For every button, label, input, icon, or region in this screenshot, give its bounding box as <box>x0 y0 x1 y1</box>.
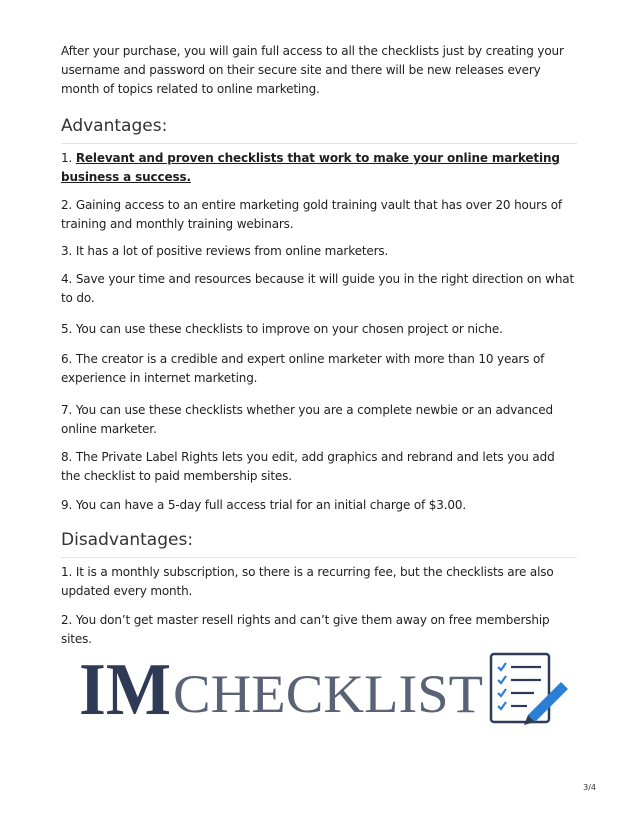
advantage-item-6: 6. The creator is a credible and expert online marketer with more than 10 years of experience in internet marketing. <box>61 352 545 385</box>
advantage-item-8: 8. The Private Label Rights lets you edit, add graphics and rebrand and lets you add the checklist to paid membership sites. <box>61 450 555 483</box>
advantage-item-5: 5. You can use these checklists to improve on your chosen project or niche. <box>61 322 503 336</box>
disadvantages-heading: Disadvantages: <box>61 528 577 558</box>
logo-checklist-text: CHECKLIST <box>173 664 484 724</box>
advantage-item-2: 2. Gaining access to an entire marketing gold training vault that has over 20 hours of training and monthly training webinars. <box>61 198 562 231</box>
intro-paragraph: After your purchase, you will gain full access to all the checklists just by creating your username and password on their secure site and there will be new releases every month of topics related to online marketing. <box>61 44 564 96</box>
disadvantage-item-1: 1. It is a monthly subscription, so there is a recurring fee, but the checklists are also updated every month. <box>61 565 554 598</box>
advantage-item-9: 9. You can have a 5-day full access trial for an initial charge of $3.00. <box>61 498 467 512</box>
advantages-heading: Advantages: <box>61 114 577 144</box>
advantage-item-4: 4. Save your time and resources because it will guide you in the right direction on what to do. <box>61 272 575 305</box>
im-checklist-logo <box>79 651 571 725</box>
page-number: 3/4 <box>583 783 596 792</box>
logo-im-text: IM <box>79 651 171 725</box>
pen-icon <box>524 682 568 725</box>
advantage-item-1 <box>61 149 577 187</box>
advantage-item-1-link[interactable]: Relevant and proven checklists that work to make your online marketing business a success. <box>61 151 560 184</box>
advantage-item-7: 7. You can use these checklists whether you are a complete newbie or an advanced online marketer. <box>61 403 553 436</box>
advantage-item-3: 3. It has a lot of positive reviews from online marketers. <box>61 244 389 258</box>
advantage-item-1-number: 1. <box>61 151 76 165</box>
disadvantage-item-2: 2. You don’t get master resell rights and can’t give them away on free membership sites. <box>61 613 550 646</box>
